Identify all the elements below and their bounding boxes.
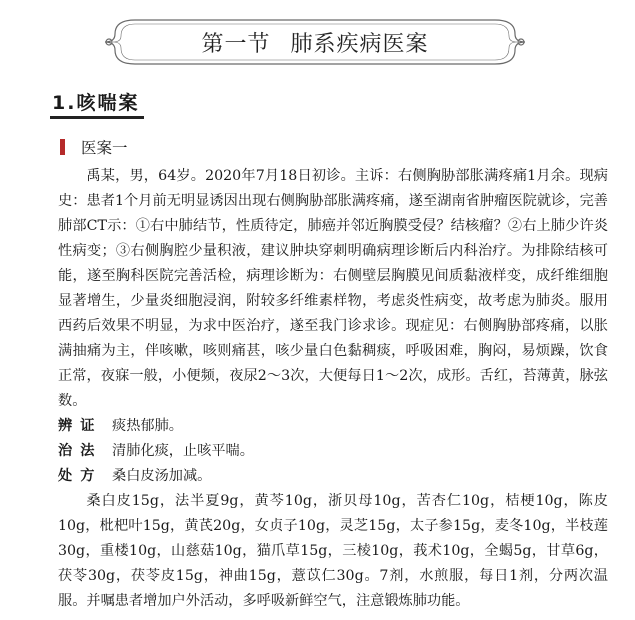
formula-label: 处方 — [58, 468, 103, 484]
case-fields — [58, 414, 608, 489]
formula-row — [58, 464, 608, 489]
chapter-header — [95, 12, 535, 72]
diagnosis-row — [58, 414, 608, 439]
treatment-row — [58, 439, 608, 464]
case-marker-bar — [60, 139, 65, 155]
section-underline — [50, 116, 144, 119]
section-name: 肺系疾病医案 — [290, 31, 429, 57]
section-heading: 1.咳喘案 — [52, 92, 140, 114]
diagnosis-label: 辨证 — [58, 418, 103, 434]
narrative-paragraph: 禹某，男，64岁。2020年7月18日初诊。主诉：右侧胸胁部胀满疼痛1月余。现病史：患者1个月前无明显诱因出现右侧胸胁部胀满疼痛，遂至湖南省肿瘤医院就诊，完善肺部CT示：①右中肺结节，性质待定，肺癌并邻近胸膜受侵？结核瘤？②右上肺少许炎性病变；③右侧胸腔少量积液，建议肿块穿刺明确病理诊断后内科治疗。为排除结核可能，遂至胸科医院完善活检，病理诊断为：右侧壁层胸膜见间质黏液样变，成纤维细胞显著增生，少量炎细胞浸润，附较多纤维素样物，考虑炎性病变，故考虑为肺炎。服用西药后效果不明显，为求中医治疗，遂至我门诊求诊。现症见：右侧胸胁部疼痛，以胀满抽痛为主，伴咳嗽，咳则痛甚，咳少量白色黏稠痰，呼吸困难，胸闷，易烦躁，饮食正常，夜寐一般，小便频，夜尿2～3次，大便每日1～2次，成形。舌红，苔薄黄，脉弦数。 — [58, 168, 608, 409]
section-number: 第一节 — [201, 31, 271, 57]
case-narrative — [58, 164, 608, 414]
prescription — [58, 489, 608, 614]
case-title-text: 医案一 — [81, 139, 128, 157]
chapter-title — [95, 12, 535, 72]
treatment-value: 清肺化痰，止咳平喘。 — [112, 443, 254, 459]
prescription-text: 桑白皮15g，法半夏9g，黄芩10g，浙贝母10g，苦杏仁10g，桔梗10g，陈皮10g，枇杷叶15g，黄芪20g，女贞子10g，灵芝15g，太子参15g，麦冬10g，半枝莲30g，重楼10g，山慈菇10g，猫爪草15g，三棱10g，莪术10g，全蝎5g，甘草6g，茯苓30g，茯苓皮15g，神曲15g，薏苡仁30g。7剂，水煎服，每日1剂，分两次温服。并嘱患者增加户外活动，多呼吸新鲜空气，注意锻炼肺功能。 — [58, 493, 608, 609]
case-title — [60, 136, 128, 158]
formula-value: 桑白皮汤加减。 — [112, 468, 212, 484]
treatment-label: 治法 — [58, 443, 103, 459]
diagnosis-value: 痰热郁肺。 — [112, 418, 183, 434]
